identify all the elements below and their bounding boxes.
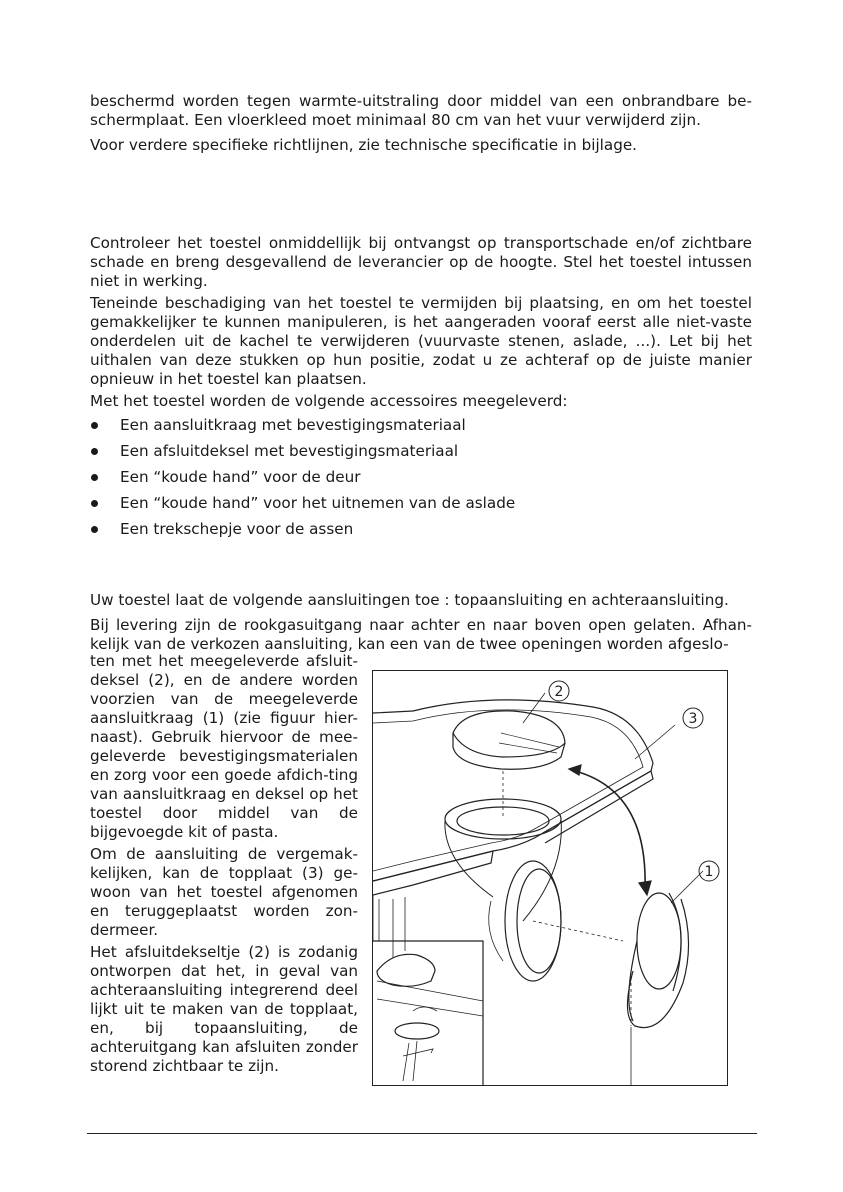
callout-2-label: 2 [554, 684, 564, 700]
intro-line-2: schermplaat. Een vloerkleed moet minimaal 80 cm van het vuur verwijderd zijn. [90, 111, 701, 129]
bullet-icon [91, 500, 98, 507]
bullet-icon [91, 474, 98, 481]
inspection-section [90, 234, 752, 411]
intro-line-1: beschermd worden tegen warmte-uitstraling door middel van een onbrandbare be- [90, 92, 752, 110]
inspection-paragraph-3: Met het toestel worden de volgende accessoires meegeleverd: [90, 392, 568, 410]
intro-paragraph-2: Voor verdere specifieke richtlijnen, zie technische specificatie in bijlage. [90, 136, 638, 154]
intro-section [90, 92, 752, 155]
list-item: Een trekschepje voor de assen [90, 520, 515, 546]
footer-divider [87, 1133, 757, 1134]
bullet-icon [91, 448, 98, 455]
column-paragraph-2: Om de aansluiting de vergemak-kelijken, kan de topplaat (3) ge-woon van het toestel afgenomen en teruggeplaatst worden zon-dermeer. [90, 845, 358, 939]
list-item: Een aansluitkraag met bevestigingsmateriaal [90, 416, 515, 442]
connection-paragraph-2: Bij levering zijn de rookgasuitgang naar achter en naar boven open gelaten. Afhan-kelijk van de verkozen aansluiting, kan een van de twee openingen worden afgeslo- [90, 616, 752, 653]
column-paragraph-3: Het afsluitdekseltje (2) is zodanig ontworpen dat het, in geval van achteraansluiting integrerend deel lijkt uit te maken van de topplaat, en, bij topaansluiting, de achteruitgang kan afsluiten zonder storend zichtbaar te zijn. [90, 943, 358, 1075]
list-item: Een afsluitdeksel met bevestigingsmateriaal [90, 442, 515, 468]
column-paragraph-1: ten met het meegeleverde afsluit-deksel (2), en de andere worden voorzien van de meegeleverde aansluitkraag (1) (zie figuur hier-naast). Gebruik hiervoor de mee-geleverde bevestigingsmaterialen en zorg voor een goede afdich-ting van aansluitkraag en deksel op het toestel door middel van de bijgevoegde kit of pasta. [90, 652, 358, 841]
stove-top-diagram [373, 671, 727, 1085]
accessories-list [90, 416, 515, 546]
inspection-paragraph-1: Controleer het toestel onmiddellijk bij ontvangst op transportschade en/of zichtbare schade en breng desgevallend de leverancier op de hoogte. Stel het toestel intussen niet in werking. [90, 234, 752, 290]
callout-3-label: 3 [688, 711, 698, 727]
bullet-icon [91, 526, 98, 533]
connection-paragraph-1: Uw toestel laat de volgende aansluitingen toe : topaansluiting en achteraansluiting. [90, 591, 729, 609]
bullet-icon [91, 422, 98, 429]
inspection-paragraph-2: Teneinde beschadiging van het toestel te vermijden bij plaatsing, en om het toestel gemakkelijker te kunnen manipuleren, is het aangeraden vooraf eerst alle niet-vaste onderdelen uit de kachel te verwijderen (vuurvaste stenen, aslade, ...). Let bij het uithalen van deze stukken op hun positie, zodat u ze achteraf op de juiste manier opnieuw in het toestel kan plaatsen. [90, 294, 752, 388]
list-item: Een “koude hand” voor het uitnemen van de aslade [90, 494, 515, 520]
list-item: Een “koude hand” voor de deur [90, 468, 515, 494]
callout-1-label: 1 [704, 864, 714, 880]
connection-section [90, 591, 752, 654]
assembly-figure [372, 670, 728, 1086]
connection-column-text [90, 652, 358, 1079]
